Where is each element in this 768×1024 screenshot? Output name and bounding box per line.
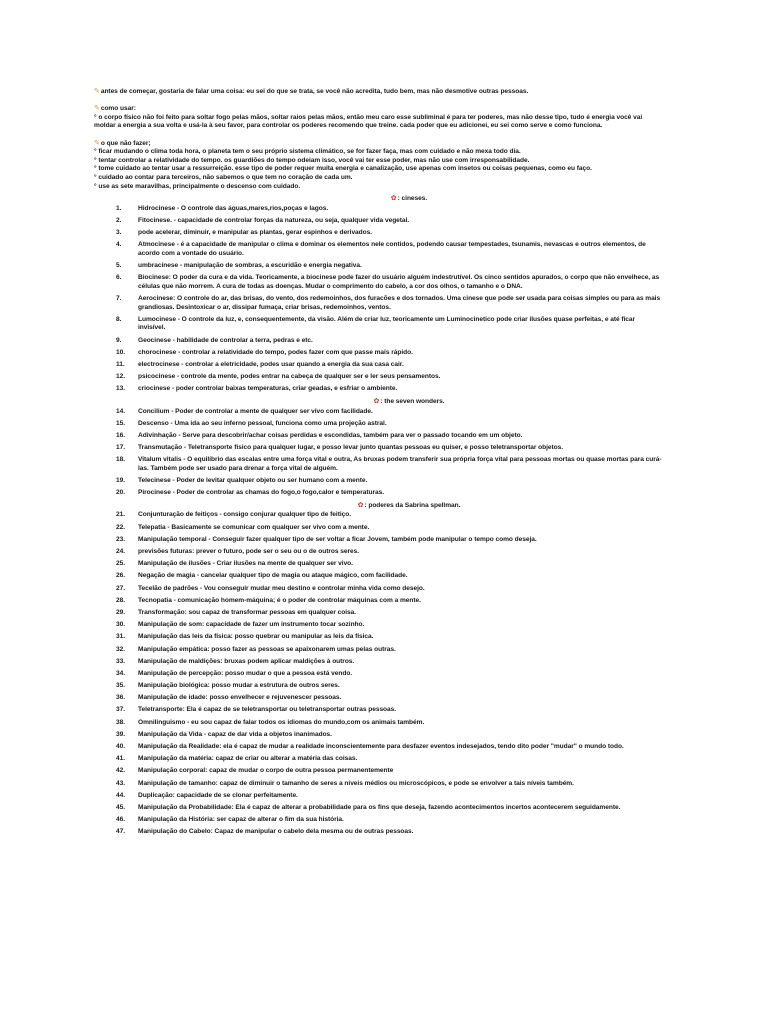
- list-item-text: Manipulação biológica: posso mudar a estrutura de outros seres.: [138, 682, 340, 690]
- list-item-text: Manipulação da História: ser capaz de alterar o fim da sua história.: [138, 816, 344, 824]
- how-to-use-heading: [94, 105, 664, 114]
- list-item: [94, 229, 664, 238]
- list-item-text: Telecinese - Poder de levitar qualquer objeto ou ser humano com a mente.: [138, 477, 368, 485]
- list-item-number: 44.: [116, 791, 126, 799]
- list-item-number: 22.: [116, 523, 126, 531]
- warning-line: ° tentar controlar a relatividade do tempo. os guardiões do tempo odeiam isso, você vai ter esse poder, mas não use com irresponsabilidade.: [94, 156, 530, 164]
- list-item-text: Fitocinese. - capacidade de controlar forças da natureza, ou seja, qualquer vida vegetal.: [138, 216, 410, 224]
- list-item: [94, 241, 664, 258]
- intro-paragraph: [94, 88, 664, 97]
- list-item: [94, 646, 664, 655]
- list-item-number: 7.: [116, 295, 122, 303]
- list-item-text: Manipulação da Probabilidade: Ela é capaz de alterar a probabilidade para os fins que deseja, fazendo acontecimentos incertos acontecerem seguidamente.: [138, 803, 621, 811]
- section-heading-text: : cineses.: [397, 195, 428, 203]
- list-item-text: Telepatia - Basicamente se comunicar com qualquer ser vivo com a mente.: [138, 523, 370, 531]
- list-item: [94, 385, 664, 394]
- intro-text: antes de começar, gostaria de falar uma coisa: eu sei do que se trata, se você não acredita, tudo bem, mas não desmotive outras pessoas.: [100, 88, 529, 95]
- list-item-number: 43.: [116, 779, 126, 787]
- list-item: [94, 658, 664, 667]
- powers-list: [94, 408, 664, 498]
- list-item: [94, 205, 664, 214]
- list-item-number: 37.: [116, 706, 126, 714]
- list-item-number: 2.: [116, 216, 122, 224]
- list-item-text: Geocinese - habilidade de controlar a terra, pedras e etc.: [138, 336, 313, 344]
- list-item-number: 18.: [116, 456, 126, 464]
- list-item: [94, 706, 664, 715]
- list-item: [94, 767, 664, 776]
- list-item: [94, 444, 664, 453]
- pencil-icon: ✎: [94, 105, 100, 113]
- list-item-text: Transformação: sou capaz de transformar pessoas em qualquer coisa.: [138, 608, 357, 616]
- list-item: [94, 489, 664, 498]
- flower-icon: ✿: [357, 501, 364, 509]
- list-item-number: 17.: [116, 444, 126, 452]
- list-item-number: 3.: [116, 229, 122, 237]
- list-item-number: 36.: [116, 694, 126, 702]
- list-item-number: 15.: [116, 419, 126, 427]
- list-item-text: pode acelerar, diminuir, e manipular as plantas, gerar espinhos e derivados.: [138, 229, 373, 237]
- list-item-text: Aerocinese: O controle do ar, das brisas, do vento, dos redemoinhos, dos furacões e dos tornados. Uma cinese que pode ser usada para coisas simples ou para as mais grandiosas. Desintoxicar o ar, dissipar fumaça, criar brisas, redemoinhos, ventos.: [138, 295, 661, 311]
- list-item-number: 27.: [116, 584, 126, 592]
- list-item: [94, 743, 664, 752]
- list-item: [94, 262, 664, 271]
- flower-icon: ✿: [373, 397, 380, 405]
- section-heading-text: : the seven wonders.: [380, 397, 445, 405]
- document-body: [94, 88, 664, 841]
- list-item-text: Manipulação da matéria: capaz de criar ou alterar a matéria das coisas.: [138, 755, 358, 763]
- powers-sections: [94, 195, 664, 837]
- what-not-to-do-heading-text: o que não fazer;: [100, 139, 151, 147]
- list-item-text: Tecelão de padrões - Vou conseguir mudar meu destino e controlar minha vida como desejo.: [138, 584, 425, 592]
- list-item-text: Descenso - Uma ida ao seu inferno pessoal, funciona como uma projeção astral.: [138, 419, 387, 427]
- list-item-number: 31.: [116, 633, 126, 641]
- list-item-text: criocinese - poder controlar baixas temperaturas, criar geadas, e esfriar o ambiente.: [138, 385, 398, 393]
- what-not-to-do-list: [94, 148, 664, 191]
- section-heading: [154, 195, 664, 204]
- list-item-number: 25.: [116, 560, 126, 568]
- list-item-number: 33.: [116, 657, 126, 665]
- list-item-text: Manipulação da Vida - capaz de dar vida a objetos inanimados.: [138, 730, 332, 738]
- list-item-text: Lumocinese - O controle da luz, e, consequentemente, da visão. Além de criar luz, teoricamente um Luminocinetico pode criar ilusões quase perfeitas, e até ficar invisível.: [138, 315, 636, 332]
- list-item-text: Manipulação de percepção: posso mudar o que a pessoa está vendo.: [138, 669, 353, 677]
- list-item-text: Manipulação de idade: posso envelhecer e rejuvenescer pessoas.: [138, 694, 342, 702]
- list-item: [94, 597, 664, 606]
- list-item-number: 23.: [116, 535, 126, 543]
- list-item-number: 10.: [116, 348, 126, 356]
- list-item-text: Manipulação temporal - Conseguir fazer qualquer tipo de ser voltar a ficar Jovem, também pode manipular o tempo como deseja.: [138, 535, 537, 543]
- list-item-number: 30.: [116, 621, 126, 629]
- list-item: [94, 511, 664, 520]
- warning-line: ° ficar mudando o clima toda hora, o planeta tem o seu próprio sistema climático, se for fazer faça, mas com cuidado e não mexa todo dia.: [94, 148, 521, 156]
- section-heading: [154, 502, 664, 511]
- list-item-text: Transmutação - Teletransporte físico para qualquer lugar, e posso levar junto quantas pessoas eu quiser, e posso teletransportar objetos.: [138, 444, 564, 452]
- list-item-number: 19.: [116, 477, 126, 485]
- list-item: [94, 633, 664, 642]
- list-item-number: 8.: [116, 315, 122, 323]
- list-item-text: Manipulação empática: posso fazer as pessoas se apaixonarem umas pelas outras.: [138, 645, 396, 653]
- list-item: [94, 420, 664, 429]
- list-item-number: 14.: [116, 407, 126, 415]
- list-item-text: Adivinhação - Serve para descobrir/achar coisas perdidas e escondidas, também para ver o passado tocando em um objeto.: [138, 431, 523, 439]
- list-item-text: Teletransporte: Ela é capaz de se teletransportar ou teletransportar outras pessoas.: [138, 706, 397, 714]
- list-item-number: 1.: [116, 204, 122, 212]
- list-item-text: Manipulação do Cabelo: Capaz de manipular o cabelo dela mesma ou de outras pessoas.: [138, 828, 414, 836]
- list-item-number: 35.: [116, 682, 126, 690]
- warning-line: ° use as sete maravilhas, principalmente o descenso com cuidado.: [94, 182, 301, 190]
- powers-list: [94, 511, 664, 836]
- pencil-icon: ✎: [94, 139, 100, 147]
- list-item: [94, 694, 664, 703]
- list-item-number: 24.: [116, 548, 126, 555]
- list-item-number: 45.: [116, 803, 126, 811]
- what-not-to-do-heading: [94, 140, 664, 149]
- list-item-number: 42.: [116, 767, 126, 775]
- list-item: [94, 609, 664, 618]
- list-item: [94, 804, 664, 813]
- list-item-text: Atmocinese - é a capacidade de manipular o clima e dominar os elementos nele contidos, podendo causar tempestades, tsunamis, nevascas e outros elementos, de acordo com a vontade do usuário.: [138, 241, 646, 257]
- list-item-text: previsões futuras: prever o futuro, pode ser o seu ou o de outros seres.: [138, 548, 360, 555]
- list-item: [94, 316, 664, 333]
- list-item-number: 39.: [116, 730, 126, 738]
- list-item: [94, 295, 664, 312]
- list-item: [94, 731, 664, 740]
- list-item: [94, 755, 664, 764]
- list-item: [94, 432, 664, 441]
- list-item: [94, 792, 664, 801]
- list-item-number: 46.: [116, 816, 126, 824]
- list-item: [94, 524, 664, 533]
- list-item-text: Manipulação de tamanho: capaz de diminuir o tamanho de seres a níveis médios ou microscópicos, e pode se envolver a tais níveis também.: [138, 779, 574, 787]
- list-item-number: 13.: [116, 385, 126, 393]
- list-item-text: Manipulação corporal: capaz de mudar o corpo de outra pessoa permanentemente: [138, 767, 394, 775]
- list-item: [94, 572, 664, 581]
- list-item-text: Vitalum vitalis - O equilíbrio das escalas entre uma força vital e outra, As bruxas podem transferir sua própria força vital para pessoas mortas ou quase mortas para curá-las. Também pode ser usado para drenar a força vital de alguém.: [138, 456, 662, 472]
- list-item-number: 9.: [116, 336, 122, 344]
- powers-list: [94, 205, 664, 394]
- list-item: [94, 337, 664, 346]
- list-item: [94, 560, 664, 569]
- list-item: [94, 585, 664, 594]
- list-item: [94, 408, 664, 417]
- list-item-text: Manipulação de ilusões - Criar ilusões na mente de qualquer ser vivo.: [138, 560, 353, 568]
- warning-line: ° tome cuidado ao tentar usar a ressurreição. esse tipo de poder requer muita energia e canalização, use apenas com insetos ou coisas pequenas, como eu faço.: [94, 165, 592, 173]
- list-item-number: 20.: [116, 489, 126, 497]
- list-item-text: Biocinese: O poder da cura e da vida. Teoricamente, a biocinese pode fazer do usuário alguém indestrutível. Os cinco sentidos apurados, o corpo que não envelhece, as células que não morrem. A cura de todas as doenças. Mudar o comprimento do cabelo, a cor dos olhos, o tamanho e o DNA.: [138, 274, 660, 290]
- list-item-number: 29.: [116, 608, 126, 616]
- list-item-number: 26.: [116, 572, 126, 580]
- how-to-use-body: ° o corpo físico não foi feito para soltar fogo pelas mãos, soltar raios pelas mãos, então meu caro esse subliminal é para ter poderes, mas não desse tipo, tudo é energia você vai moldar a energia a sua volta e usá-la à seu favor, para controlar os poderes recomendo que treine. cada poder que eu adicionei, eu sei como serve e como funciona.: [94, 113, 643, 130]
- list-item: [94, 828, 664, 837]
- list-item-number: 16.: [116, 431, 126, 439]
- list-item: [94, 477, 664, 486]
- list-item-text: Manipulação da Realidade: ela é capaz de mudar a realidade inconscientemente para desfazer eventos indesejados, tendo dito poder "mudar" o mundo todo.: [138, 743, 624, 750]
- list-item: [94, 456, 664, 473]
- list-item: [94, 780, 664, 789]
- list-item: [94, 274, 664, 291]
- list-item: [94, 682, 664, 691]
- list-item-number: 11.: [116, 360, 125, 368]
- list-item-number: 32.: [116, 645, 126, 653]
- warning-line: ° cuidado ao contar para terceiros, não sabemos o que tem no coração de cada um.: [94, 173, 353, 181]
- list-item-number: 40.: [116, 743, 126, 750]
- list-item: [94, 548, 664, 557]
- list-item-text: Hidrocinese - O controle das águas,mares,rios,poças e lagos.: [138, 204, 329, 212]
- list-item-text: Conjunturação de feitiços - consigo conjurar qualquer tipo de feitiço.: [138, 511, 352, 519]
- list-item-number: 4.: [116, 241, 122, 249]
- list-item-number: 5.: [116, 262, 122, 270]
- list-item-text: Concilium - Poder de controlar a mente de qualquer ser vivo com facilidade.: [138, 407, 373, 415]
- list-item: [94, 719, 664, 728]
- list-item: [94, 670, 664, 679]
- section-heading: [154, 398, 664, 407]
- list-item: [94, 536, 664, 545]
- list-item-number: 41.: [116, 755, 126, 763]
- list-item: [94, 373, 664, 382]
- list-item-text: Negação de magia - cancelar qualquer tipo de magia ou ataque mágico, com facilidade.: [138, 572, 408, 580]
- list-item: [94, 217, 664, 226]
- list-item-text: psicocinese - controle da mente, podes entrar na cabeça de qualquer ser e ler seus pensamentos.: [138, 373, 441, 381]
- list-item-number: 12.: [116, 373, 126, 381]
- list-item-text: Tecnopatia - comunicação homem-máquina; é o poder de controlar máquinas com a mente.: [138, 596, 421, 604]
- list-item-text: Pirocinese - Poder de controlar as chamas do fogo,o fogo,calor e temperaturas.: [138, 489, 384, 497]
- list-item: [94, 816, 664, 825]
- list-item-number: 34.: [116, 669, 126, 677]
- list-item-text: Omnilinguismo - eu sou capaz de falar todos os idiomas do mundo,com os animais também.: [138, 718, 425, 726]
- pencil-icon: ✎: [94, 88, 100, 95]
- list-item-number: 6.: [116, 274, 122, 282]
- how-to-use-heading-text: como usar:: [100, 105, 136, 113]
- list-item-text: Manipulação de som: capacidade de fazer um instrumento tocar sozinho.: [138, 621, 365, 629]
- flower-icon: ✿: [390, 195, 397, 203]
- section-heading-text: : poderes da Sabrina spellman.: [364, 501, 461, 509]
- list-item-text: Manipulação das leis da física: posso quebrar ou manipular as leis da física.: [138, 633, 374, 641]
- list-item-text: Manipulação de maldições: bruxas podem aplicar maldições à outros.: [138, 657, 355, 665]
- list-item-number: 47.: [116, 828, 126, 836]
- list-item-number: 21.: [116, 511, 126, 519]
- list-item-text: umbracinese - manipulação de sombras, a escuridão e energia negativa.: [138, 262, 362, 270]
- list-item-number: 28.: [116, 596, 126, 604]
- list-item-number: 38.: [116, 718, 126, 726]
- list-item-text: electrocinese - controlar a eletricidade, podes usar quando a energia da sua casa cair.: [138, 360, 404, 368]
- list-item: [94, 361, 664, 370]
- list-item-text: chorocinese - controlar a relatividade do tempo, podes fazer com que passe mais rápido.: [138, 348, 413, 356]
- list-item: [94, 621, 664, 630]
- list-item: [94, 349, 664, 358]
- list-item-text: Duplicação: capacidade de se clonar perfeitamente.: [138, 791, 298, 799]
